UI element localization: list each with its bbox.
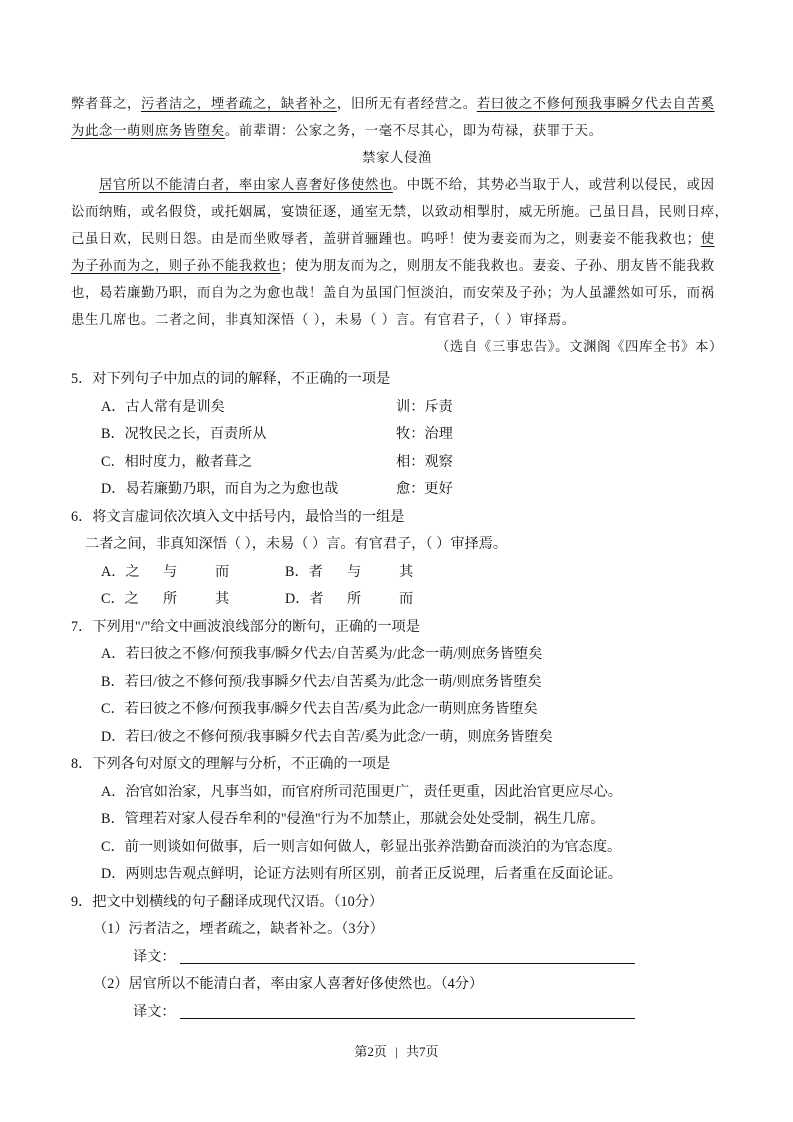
option-c[interactable]: C．若曰彼之不修/何预我事/瞬夕代去自苦/奚为此念/一萌则庶务皆堕矣 [101, 701, 538, 717]
text: 己虽日欢，民则日怨。由是而坐败辱者，盖骈首骊踵也。呜呼！使为妻妾而为之，则妻妾不能我救也； [71, 232, 701, 247]
underlined-text: 使 [700, 232, 715, 247]
option-b[interactable]: B．若曰/彼之不修何预/我事瞬夕代去/自苦奚为/此念一萌/则庶务皆堕矣 [101, 673, 542, 690]
question-8-stem: 8．下列各句对原文的理解与分析，不正确的一项是 [71, 756, 391, 772]
question-5-stem: 5．对下列句子中加点的词的解释，不正确的一项是 [71, 371, 391, 387]
option-c[interactable] [71, 449, 723, 477]
option-a-word2: 与 [163, 563, 178, 580]
question-7-stem: 7．下列用"/"给文中画波浪线部分的断句，正确的一项是 [71, 618, 420, 635]
option-b[interactable] [71, 421, 723, 449]
answer-line-1[interactable] [71, 944, 723, 972]
page-footer [0, 1041, 793, 1060]
answer-label: 译文： [133, 948, 176, 965]
option-a-word3: 而 [215, 563, 230, 580]
answer-blank[interactable] [180, 1004, 635, 1019]
passage-line: 患生几席也。二者之间，非真知深悟（ ），未易（ ）言。有官君子，（ ）审择焉。 [71, 313, 576, 328]
option-d[interactable]: D．两则忠告观点鲜明，论证方法则有所区别，前者正反说理，后者重在反面论证。 [101, 866, 622, 882]
passage-line [71, 91, 723, 118]
total-pages: 共7页 [406, 1044, 439, 1059]
answer-blank[interactable] [180, 949, 635, 964]
wavy-underlined-text: 为此念一萌则庶务皆堕矣 [71, 124, 225, 139]
option-b-word3: 其 [399, 563, 414, 580]
text: ；使为朋友而为之，则朋友不能我救也。妻妾、子孙、朋友皆不能我救 [280, 259, 715, 274]
passage-line [71, 118, 723, 145]
option-c-word2: 所 [163, 591, 178, 607]
underlined-text: 为子孙而为之，则子孙不能我救也 [71, 259, 281, 274]
option-d[interactable]: D．者 [285, 591, 324, 607]
answer-label: 译文： [133, 1003, 176, 1020]
text: 。前辈谓：公家之务，一毫不尽其心，即为苟禄，获罪于天。 [224, 124, 603, 139]
option-gloss: 相：观察 [396, 453, 453, 470]
option-text: A．古人常有是训矣 [101, 398, 225, 415]
underlined-sentence: 污者洁之，堙者疏之，缺者补之 [140, 97, 337, 112]
option-a[interactable]: A．治官如治家，凡事当如，而官府所司范围更广，责任更重，因此治官更应尽心。 [101, 783, 622, 800]
option-a[interactable] [71, 394, 723, 422]
answer-line-2[interactable] [71, 999, 723, 1027]
option-d[interactable] [71, 476, 723, 504]
passage-line: 也，曷若廉勤乃职，而自为之为愈也哉！盖自为虽国门恒淡泊，而安荣及子孙；为人虽讙然如可乐，而祸 [71, 286, 715, 301]
page-number: 第2页 [354, 1044, 387, 1059]
footer-separator: | [395, 1044, 398, 1059]
underlined-sentence: 居官所以不能清白者，率由家人喜奢好侈使然也 [99, 178, 393, 193]
option-b[interactable]: B．者 [285, 563, 323, 580]
question-6-stem: 6．将文言虚词依次填入文中括号内，最恰当的一组是 [71, 508, 405, 525]
option-d[interactable]: D．若曰/彼之不修何预/我事瞬夕代去自苦/奚为此念/一萌，则庶务皆堕矣 [101, 728, 553, 745]
option-d-word3: 而 [399, 591, 414, 607]
option-c-word3: 其 [215, 591, 230, 607]
option-c[interactable]: C．之 [101, 591, 139, 607]
text: 弊者葺之， [71, 97, 141, 112]
section-heading: 禁家人侵渔 [362, 151, 432, 166]
source-note: （选自《三事忠告》。文渊阁《四库全书》本） [435, 340, 723, 355]
option-a[interactable]: A．若曰彼之不修/何预我事/瞬夕代去/自苦奚为/此念一萌/则庶务皆堕矣 [101, 646, 543, 662]
question-9-stem: 9．把文中划横线的句子翻译成现代汉语。（10分） [71, 893, 384, 910]
option-text: B．况牧民之长，百责所从 [101, 426, 267, 442]
wavy-underlined-text: 若曰彼之不修何预我事瞬夕代去自苦奚 [476, 97, 715, 112]
option-c[interactable]: C．前一则谈如何做事，后一则言如何做人，彰显出张养浩勤奋而淡泊的为官态度。 [101, 838, 622, 855]
option-row-ab [71, 559, 723, 587]
passage-line [71, 253, 723, 280]
passage-line [71, 172, 723, 199]
passage-line: 讼而纳贿，或名假贷，或托姻属，宴馈征逐，通室无禁，以致动相掣肘，威无所施。己虽日昌，民则日瘁， [71, 205, 729, 220]
option-gloss: 训：斥责 [396, 398, 453, 415]
option-b-word2: 与 [347, 563, 362, 580]
text: 。中既不给，其势必当取于人，或营利以侵民，或因 [392, 178, 715, 193]
option-b[interactable]: B．管理若对家人侵吞牟利的"侵渔"行为不加禁止，那就会处处受制，祸生几席。 [101, 811, 605, 827]
question-6-sentence: 二者之间，非真知深悟（ ），未易（ ）言。有官君子，（ ）审择焉。 [85, 536, 508, 552]
option-gloss: 愈：更好 [396, 481, 453, 497]
option-row-cd [71, 586, 723, 614]
classical-passage [71, 91, 729, 361]
text: ，旧所无有者经营之。 [336, 97, 477, 112]
option-a[interactable]: A．之 [101, 563, 140, 580]
passage-line [71, 226, 723, 253]
translation-item-1: （1）污者洁之，堙者疏之，缺者补之。（3分） [93, 921, 384, 937]
translation-item-2: （2）居官所以不能清白者，率由家人喜奢好侈使然也。（4分） [93, 976, 484, 992]
option-d-word2: 所 [347, 591, 362, 607]
option-text: C．相时度力，敝者葺之 [101, 453, 253, 470]
option-text: D．曷若廉勤乃职，而自为之为愈也哉 [101, 481, 339, 497]
option-gloss: 牧：治理 [396, 426, 453, 442]
questions [71, 366, 723, 1026]
